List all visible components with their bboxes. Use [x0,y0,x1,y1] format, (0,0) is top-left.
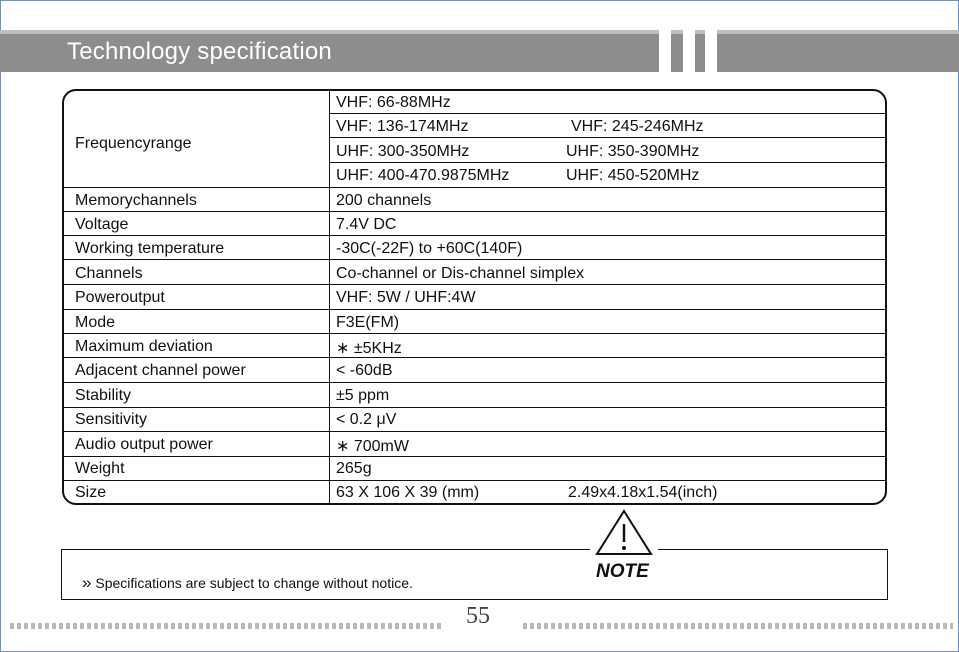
spec-value: F3E(FM) [336,314,400,331]
row-divider [64,187,885,188]
row-divider [64,357,885,358]
spec-value: -30C(-22F) to +60C(140F) [336,240,523,257]
spec-label: Working temperature [75,240,225,257]
spec-value: 200 channels [336,192,432,209]
row-divider [64,284,885,285]
spec-value: VHF: 66-88MHz [336,94,451,111]
spec-label: Poweroutput [75,289,165,306]
header-banner-highlight [0,30,959,34]
column-divider [329,91,330,503]
header-stripe [705,30,717,72]
note-message: Specifications are subject to change without notice. [95,575,413,591]
spec-value: VHF: 136-174MHz [336,118,469,135]
note-marker: » [82,573,92,592]
header-stripe [683,30,695,72]
spec-value: ∗ ±5KHz [336,340,402,357]
footer-dots-right [523,623,953,629]
spec-label: Stability [75,387,132,404]
page-number: 55 [466,603,490,629]
spec-value: ∗ 700mW [336,438,409,455]
spec-table [62,89,887,505]
spec-label: Maximum deviation [75,338,213,355]
row-divider [64,480,885,481]
spec-value: 265g [336,460,372,477]
row-divider [329,113,887,114]
spec-label: Voltage [75,216,129,233]
spec-label: Size [75,484,107,501]
spec-value: 63 X 106 X 39 (mm) [336,484,480,501]
row-divider [64,235,885,236]
row-divider [64,259,885,260]
row-divider [64,456,885,457]
row-divider [64,333,885,334]
row-divider [64,309,885,310]
row-divider [329,137,887,138]
spec-label: Channels [75,265,143,282]
spec-label: Audio output power [75,436,213,453]
spec-value: UHF: 450-520MHz [566,167,700,184]
footer-dots-left [10,623,443,629]
note-label: NOTE [596,561,649,582]
spec-value: UHF: 300-350MHz [336,143,470,160]
note-box [61,549,888,600]
row-divider [64,407,885,408]
spec-value: UHF: 400-470.9875MHz [336,167,510,184]
spec-value: < -60dB [336,362,393,379]
row-divider [329,162,887,163]
row-divider [64,211,885,212]
note-text [82,573,413,593]
row-divider [64,382,885,383]
spec-label: Mode [75,314,116,331]
row-divider [64,431,885,432]
spec-label: Weight [75,460,125,477]
spec-value: VHF: 245-246MHz [571,118,704,135]
spec-value: UHF: 350-390MHz [566,143,700,160]
spec-value: VHF: 5W / UHF:4W [336,289,476,306]
spec-label: Sensitivity [75,411,148,428]
spec-value: 7.4V DC [336,216,397,233]
spec-value-inch: 2.49x4.18x1.54(inch) [568,484,718,501]
page-title: Technology specification [67,38,332,65]
spec-value: Co-channel or Dis-channel simplex [336,265,585,282]
spec-label: Adjacent channel power [75,362,246,379]
spec-value: < 0.2 μV [336,411,397,428]
spec-label-frequency: Frequencyrange [75,135,192,152]
spec-label: Memorychannels [75,192,197,209]
header-stripe [659,30,671,72]
spec-value: ±5 ppm [336,387,390,404]
